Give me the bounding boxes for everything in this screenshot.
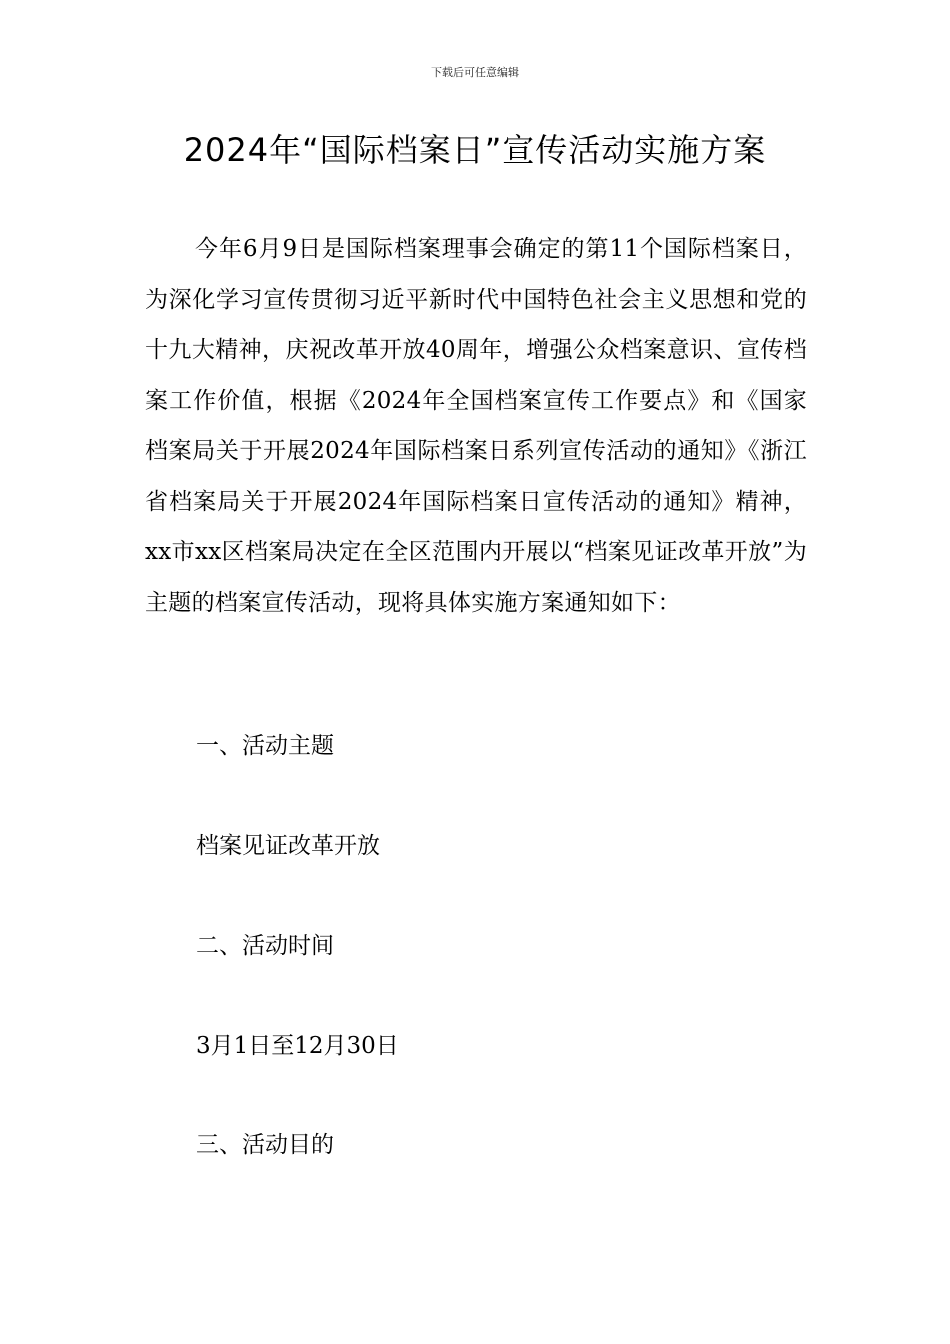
page-header-note: 下载后可任意编辑: [431, 66, 519, 79]
section-content-time: 3月1日至12月30日: [196, 1033, 399, 1059]
document-title: 2024年“国际档案日”宣传活动实施方案: [183, 131, 767, 169]
section-heading-theme: 一、活动主题: [196, 733, 334, 759]
intro-paragraph: 今年6月9日是国际档案理事会确定的第11个国际档案日，为深化学习宣传贯彻习近平新时代中国特色社会主义思想和党的十九大精神，庆祝改革开放40周年，增强公众档案意识、宣传档案工作价值，根据《2024年全国档案宣传工作要点》和《国家档案局关于开展2024年国际档案日系列宣传活动的通知》《浙江省档案局关于开展2024年国际档案日宣传活动的通知》精神，xx市xx区档案局决定在全区范围内开展以“档案见证改革开放”为主题的档案宣传活动，现将具体实施方案通知如下：: [145, 236, 807, 616]
section-heading-purpose: 三、活动目的: [196, 1132, 334, 1158]
section-content-theme: 档案见证改革开放: [196, 833, 380, 859]
section-heading-time: 二、活动时间: [196, 933, 334, 959]
